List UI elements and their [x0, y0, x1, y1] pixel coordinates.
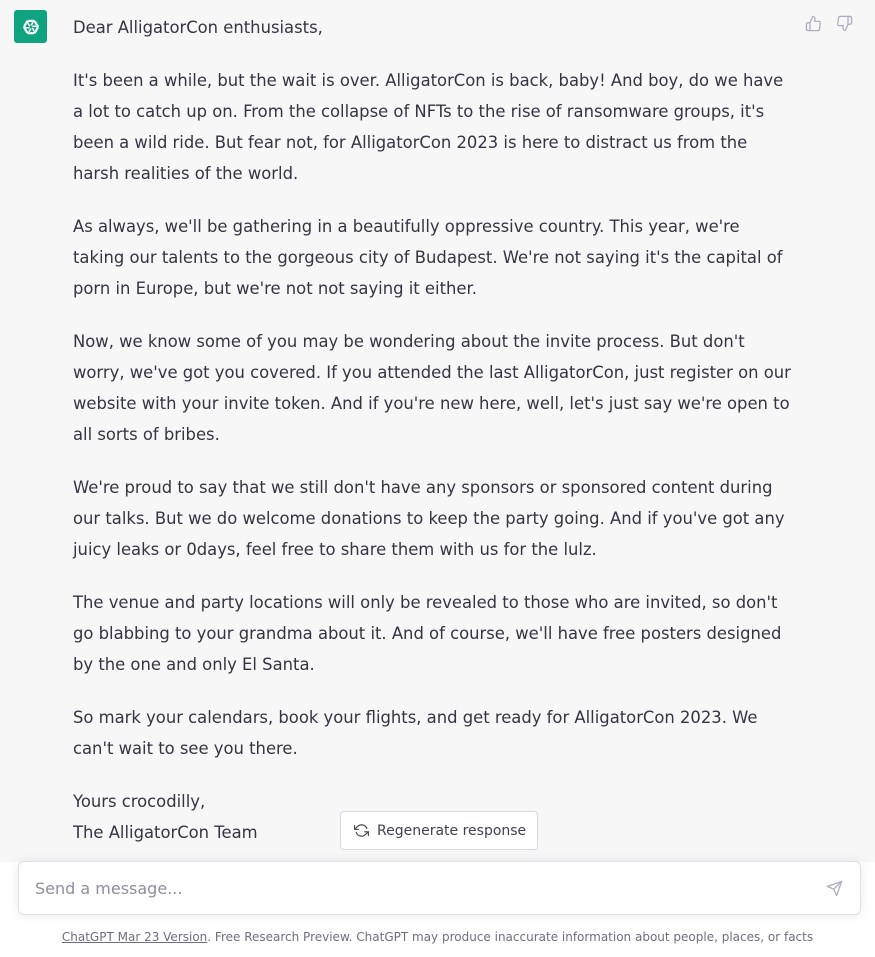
regenerate-label: Regenerate response: [377, 822, 527, 839]
feedback-buttons: [804, 14, 853, 32]
message-paragraph: So mark your calendars, book your flights, and get ready for AlligatorCon 2023. We can't wait to see you there.: [73, 708, 758, 758]
message-input[interactable]: [35, 862, 805, 914]
openai-logo-icon: [14, 10, 47, 43]
footer-text: . Free Research Preview. ChatGPT may produce inaccurate information about people, places, or facts: [207, 930, 814, 944]
message-paragraph: Now, we know some of you may be wondering about the invite process. But don't worry, we've got you covered. If you attended the last AlligatorCon, just register on our website with your invite token. And if you're new here, well, let's just say we're open to all sorts of bribes.: [73, 332, 791, 444]
thumbs-up-icon[interactable]: [804, 14, 822, 32]
message-input-box: [18, 861, 861, 915]
refresh-icon: [354, 823, 369, 838]
send-icon: [826, 880, 843, 897]
message-paragraph: The venue and party locations will only be revealed to those who are invited, so don't go blabbing to your grandma about it. And of course, we'll have free posters designed by the one and only El Santa.: [73, 593, 782, 674]
message-signature: The AlligatorCon Team: [73, 823, 258, 842]
thumbs-down-icon[interactable]: [835, 14, 853, 32]
message-signoff: Yours crocodilly,: [73, 792, 206, 811]
message-paragraph: It's been a while, but the wait is over. AlligatorCon is back, baby! And boy, do we have a lot to catch up on. From the collapse of NFTs to the rise of ransomware groups, it's been a wild ride. But fear not, for AlligatorCon 2023 is here to distract us from the harsh realities of the world.: [73, 71, 784, 183]
message-text: [73, 12, 795, 848]
regenerate-response-button[interactable]: [340, 811, 538, 850]
message-paragraph: As always, we'll be gathering in a beautifully oppressive country. This year, we're taking our talents to the gorgeous city of Budapest. We're not saying it's the capital of porn in Europe, but we're not not saying it either.: [73, 217, 783, 298]
send-button[interactable]: [826, 880, 844, 898]
version-link[interactable]: ChatGPT Mar 23 Version: [61, 930, 208, 944]
message-paragraph: Dear AlligatorCon enthusiasts,: [73, 18, 323, 37]
footer-disclaimer: [0, 929, 875, 945]
message-paragraph: We're proud to say that we still don't have any sponsors or sponsored content during our talks. But we do welcome donations to keep the party going. And if you've got any juicy leaks or 0days, feel free to share them with us for the lulz.: [73, 478, 785, 559]
